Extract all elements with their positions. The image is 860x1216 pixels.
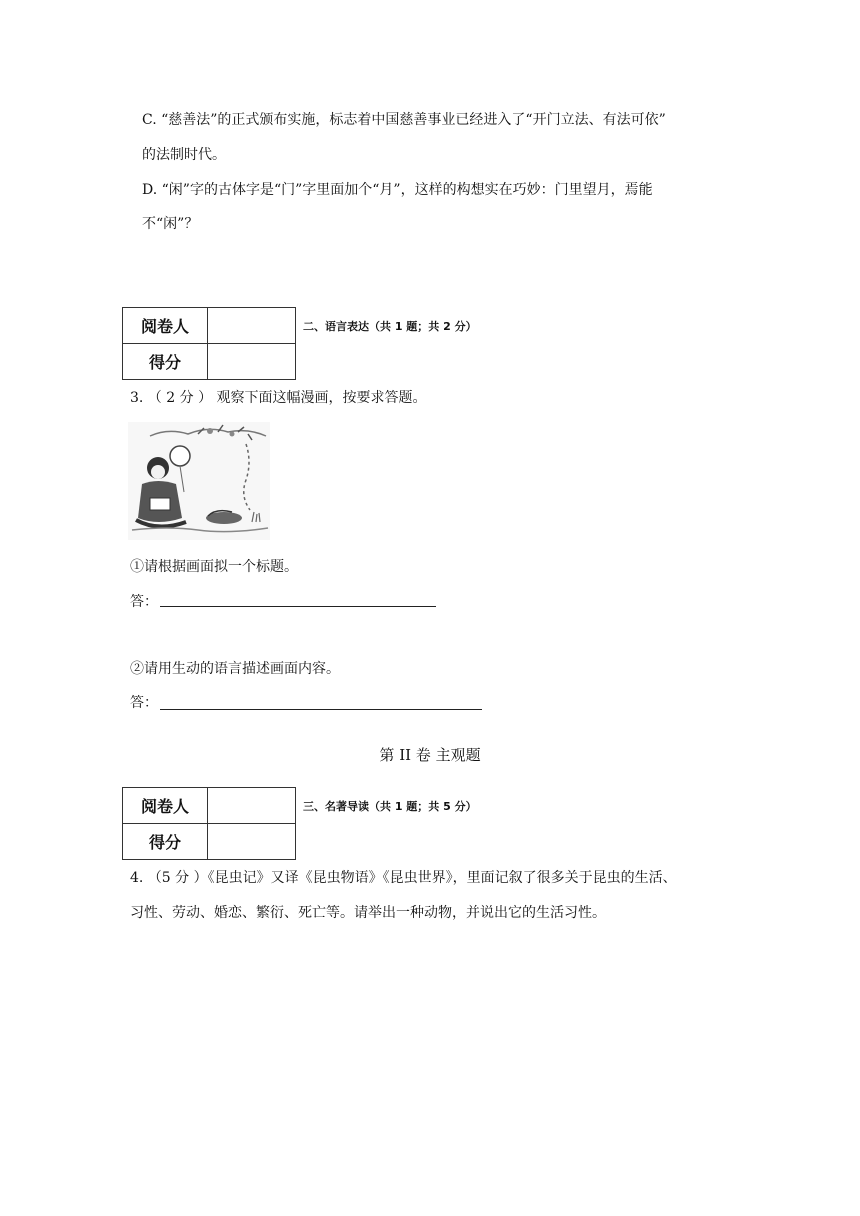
q3-stem: 3. （ 2 分 ） 观察下面这幅漫画，按要求答题。 bbox=[130, 390, 427, 406]
q3-sub2: ②请用生动的语言描述画面内容。 bbox=[130, 661, 340, 677]
reviewer-label: 阅卷人 bbox=[123, 788, 208, 824]
q3-answer2-label: 答： bbox=[130, 695, 158, 711]
option-d-line1: D. “闲”字的古体字是“门”字里面加个“月”，这样的构想实在巧妙：门里望月，焉能 bbox=[142, 182, 653, 198]
score-cell bbox=[208, 344, 296, 380]
section2-title: 二、语言表达（共 1 题；共 2 分） bbox=[303, 320, 477, 333]
score-table-section2 bbox=[122, 307, 296, 380]
option-c-line1: C. “慈善法”的正式颁布实施，标志着中国慈善事业已经进入了“开门立法、有法可依” bbox=[142, 112, 666, 128]
option-d-line2: 不“闲”？ bbox=[142, 216, 199, 232]
score-label: 得分 bbox=[123, 824, 208, 860]
reviewer-cell bbox=[208, 788, 296, 824]
part2-title: 第 II 卷 主观题 bbox=[379, 746, 481, 764]
reviewer-cell bbox=[208, 308, 296, 344]
q4-line1: 4. （5 分 ）《昆虫记》又译《昆虫物语》《昆虫世界》，里面记叙了很多关于昆虫的生活、 bbox=[130, 870, 677, 886]
q3-answer1-label: 答： bbox=[130, 594, 158, 610]
cartoon-image bbox=[128, 422, 270, 540]
reviewer-label: 阅卷人 bbox=[123, 308, 208, 344]
q4-line2: 习性、劳动、婚恋、繁衍、死亡等。请举出一种动物，并说出它的生活习性。 bbox=[130, 905, 606, 921]
section3-title: 三、名著导读（共 1 题；共 5 分） bbox=[303, 800, 477, 813]
q3-sub1: ①请根据画面拟一个标题。 bbox=[130, 559, 298, 575]
score-table-section3 bbox=[122, 787, 296, 860]
score-cell bbox=[208, 824, 296, 860]
answer1-line[interactable] bbox=[160, 606, 436, 607]
answer2-line[interactable] bbox=[160, 709, 482, 710]
option-c-line2: 的法制时代。 bbox=[142, 147, 226, 163]
score-label: 得分 bbox=[123, 344, 208, 380]
